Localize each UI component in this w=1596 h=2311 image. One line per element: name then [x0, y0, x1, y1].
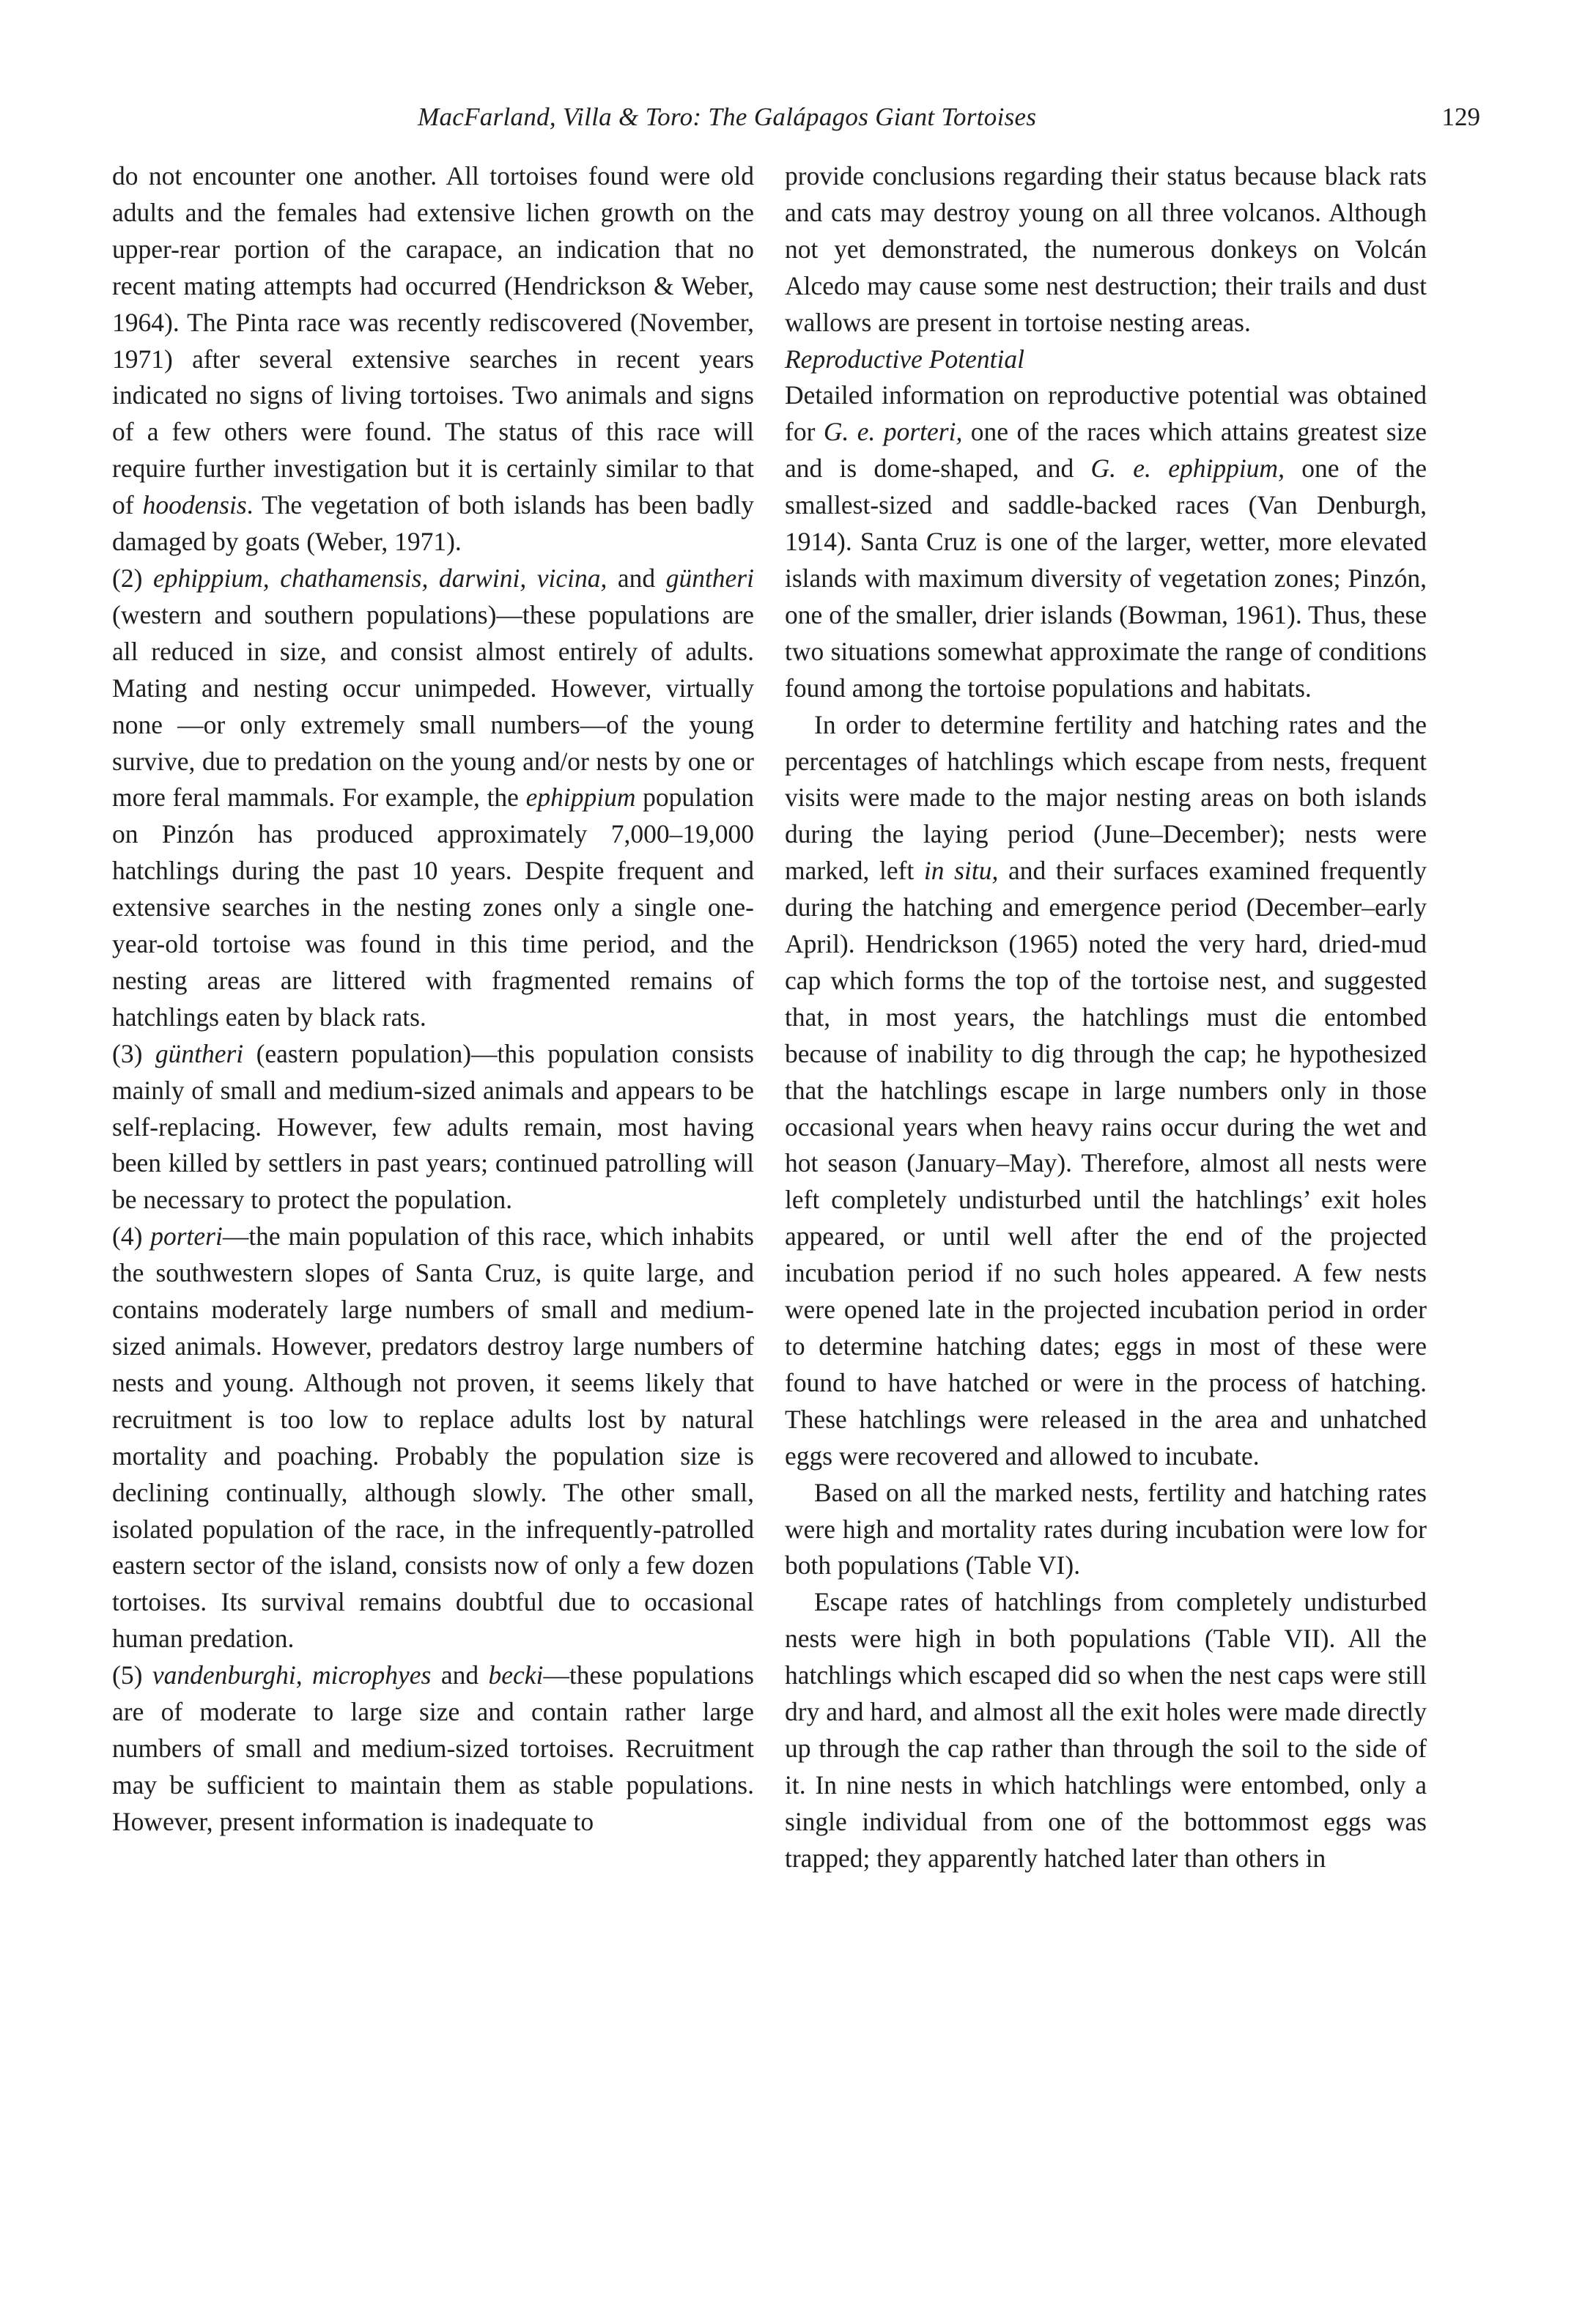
paragraph: (2) ephippium, chathamensis, darwini, vicina, and güntheri (western and southern populations)—these populations are all reduced in size, and consist almost entirely of adults. Mating and nesting occur unimpeded. However, virtually none —or only extremely small numbers—of the young survive, due to predation on the young and/or nests by one or more feral mammals. For example, the ephippium population on Pinzón has produced approximately 7,000–19,000 hatchlings during the past 10 years. Despite frequent and extensive searches in the nesting zones only a single one-year-old tortoise was found in this time period, and the nesting areas are littered with fragmented remains of hatchlings eaten by black rats. — [112, 563, 754, 1032]
paragraph: Based on all the marked nests, fertility and hatching rates were high and mortality rates during incubation were low for both populations (Table VI). — [785, 1477, 1427, 1580]
paragraph: (3) güntheri (eastern population)—this population consists mainly of small and medium-sized animals and appears to be self-replacing. However, few adults remain, most having been killed by settlers in past years; continued patrolling will be necessary to protect the population. — [112, 1038, 754, 1215]
paragraph: provide conclusions regarding their status because black rats and cats may destroy young on all three volcanos. Although not yet demonstrated, the numerous donkeys on Volcán Alcedo may cause some nest destruction; their trails and dust wallows are present in tortoise nesting areas. — [785, 161, 1427, 337]
paragraph: Escape rates of hatchlings from completely undisturbed nests were high in both populations (Table VII). All the hatchlings which escaped did so when the nest caps were still dry and hard, and almost all the exit holes were made directly up through the cap rather than through the soil to the side of it. In nine nests in which hatchlings were entombed, only a single individual from one of the bottommost eggs was trapped; they apparently hatched later than others in — [785, 1587, 1427, 1873]
running-title: MacFarland, Villa & Toro: The Galápagos Giant Tortoises — [418, 103, 1037, 131]
paragraph: (5) vandenburghi, microphyes and becki—these populations are of moderate to large size and contain rather large numbers of small and medium-sized tortoises. Recruitment may be sufficient to maintain them as stable populations. However, present information is inadequate to — [112, 1660, 754, 1836]
paragraph: Detailed information on reproductive potential was obtained for G. e. porteri, one of the races which attains greatest size and is dome-shaped, and G. e. ephippium, one of the smallest-sized and saddle-backed races (Van Denburgh, 1914). Santa Cruz is one of the larger, wetter, more elevated islands with maximum diversity of vegetation zones; Pinzón, one of the smaller, drier islands (Bowman, 1961). Thus, these two situations somewhat approximate the range of conditions found among the tortoise populations and habitats. — [785, 380, 1427, 703]
paragraph: (4) porteri—the main population of this race, which inhabits the southwestern slopes of Santa Cruz, is quite large, and contains moderately large numbers of small and medium-sized animals. However, predators destroy large numbers of nests and young. Although not proven, it seems likely that recruitment is too low to replace adults lost by natural mortality and poaching. Probably the population size is declining continually, although slowly. The other small, isolated population of the race, in the infrequently-patrolled eastern sector of the island, consists now of only a few dozen tortoises. Its survival remains doubtful due to occasional human predation. — [112, 1221, 754, 1654]
left-column — [112, 158, 754, 1841]
paragraph: In order to determine fertility and hatching rates and the percentages of hatchlings which escape from nests, frequent visits were made to the major nesting areas on both islands during the laying period (June–December); nests were marked, left in situ, and their surfaces examined frequently during the hatching and emergence period (December–early April). Hendrickson (1965) noted the very hard, dried-mud cap which forms the top of the tortoise nest, and suggested that, in most years, the hatchlings must die entombed because of inability to dig through the cap; he hypothesized that the hatchlings escape in large numbers only in those occasional years when heavy rains occur during the wet and hot season (January–May). Therefore, almost all nests were left completely undisturbed until the hatchlings’ exit holes appeared, or until well after the end of the projected incubation period if no such holes appeared. A few nests were opened late in the projected incubation period in order to determine hatching dates; eggs in most of these were found to have hatched or were in the process of hatching. These hatchlings were released in the area and unhatched eggs were recovered and allowed to incubate. — [785, 709, 1427, 1471]
page-number: 129 — [1441, 103, 1480, 131]
paragraph: do not encounter one another. All tortoises found were old adults and the females had extensive lichen growth on the upper-rear portion of the carapace, an indication that no recent mating attempts had occurred (Hendrickson & Weber, 1964). The Pinta race was recently rediscovered (November, 1971) after several extensive searches in recent years indicated no signs of living tortoises. Two animals and signs of a few others were found. The status of this race will require further investigation but it is certainly similar to that of hoodensis. The vegetation of both islands has been badly damaged by goats (Weber, 1971). — [112, 161, 754, 557]
section-heading: Reproductive Potential — [785, 344, 1024, 374]
right-column — [785, 158, 1427, 1877]
running-head — [0, 103, 1596, 139]
